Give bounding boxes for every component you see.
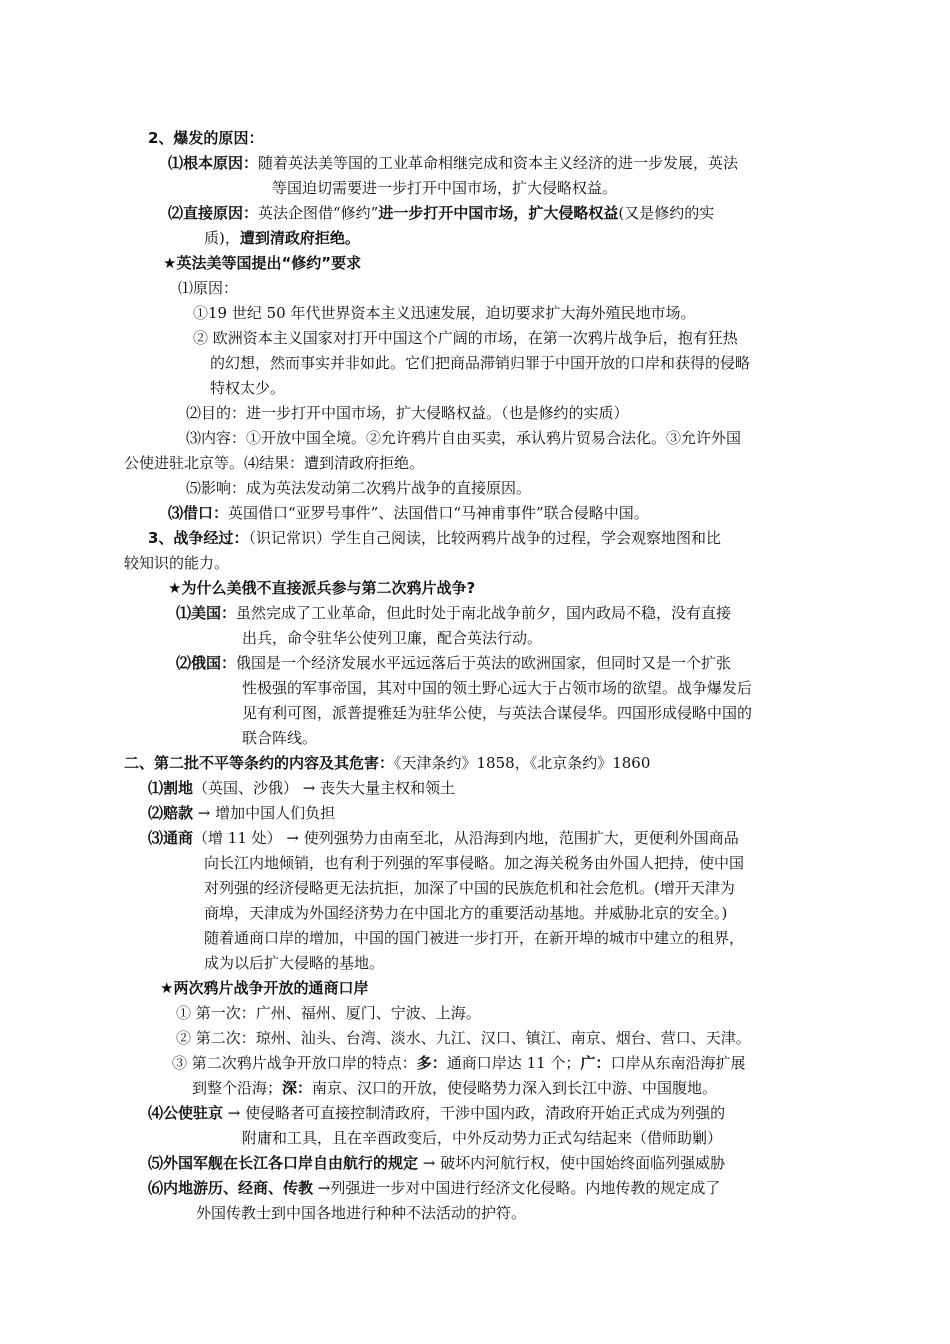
- paragraph: 联合阵线。: [242, 729, 318, 747]
- paragraph: 等国迫切需要进一步打开中国市场，扩大侵略权益。: [272, 179, 618, 197]
- section-heading: 二、第二批不平等条约的内容及其危害：《天津条约》1858，《北京条约》1860: [124, 754, 651, 772]
- subheading: ★英法美等国提出“修约”要求: [163, 254, 362, 272]
- paragraph: ⑵直接原因：英法企图借“修约”进一步打开中国市场，扩大侵略权益(又是修约的实: [168, 204, 715, 222]
- list-item: ① 第一次：广州、福州、厦门、宁波、上海。: [176, 1004, 481, 1022]
- paragraph: 见有利可图，派普提雅廷为驻华公使，与英法合谋侵华。四国形成侵略中国的: [242, 704, 753, 722]
- paragraph: 对列强的经济侵略更无法抗拒，加深了中国的民族危机和社会危机。(增开天津为: [204, 879, 735, 897]
- list-item: 到整个沿海；深：南京、汉口的开放，使侵略势力深入到长江中游、中国腹地。: [192, 1079, 718, 1097]
- paragraph: ⑹内地游历、经商、传教 →列强进一步对中国进行经济文化侵略。内地传教的规定成了: [148, 1179, 721, 1197]
- paragraph: ⑴美国：虽然完成了工业革命，但此时处于南北战争前夕，国内政局不稳，没有直接: [176, 604, 732, 622]
- paragraph: ⑸外国军舰在长江各口岸自由航行的规定 → 破坏内河航行权，使中国始终面临列强威胁: [148, 1154, 726, 1172]
- paragraph: 特权太少。: [210, 379, 286, 397]
- paragraph: 附庸和工具，且在辛酉政变后，中外反动势力正式勾结起来（借师助剿）: [242, 1129, 723, 1147]
- paragraph: ⑵俄国：俄国是一个经济发展水平远远落后于英法的欧洲国家，但同时又是一个扩张: [176, 654, 732, 672]
- paragraph: 性极强的军事帝国，其对中国的领土野心远大于占领市场的欲望。战争爆发后: [242, 679, 753, 697]
- paragraph: 较知识的能力。: [124, 554, 230, 572]
- paragraph: 外国传教士到中国各地进行种种不法活动的护符。: [196, 1204, 527, 1222]
- paragraph: ⑴原因：: [178, 279, 239, 297]
- paragraph: ⑶内容：①开放中国全境。②允许鸦片自由买卖，承认鸦片贸易合法化。③允许外国: [186, 429, 742, 447]
- paragraph: ⑴割地（英国、沙俄） → 丧失大量主权和领土: [148, 779, 456, 797]
- paragraph: ⑵赔款 → 增加中国人们负担: [148, 804, 336, 822]
- paragraph: ② 欧洲资本主义国家对打开中国这个广阔的市场，在第一次鸦片战争后，抱有狂热: [193, 329, 738, 347]
- paragraph: ⑵目的：进一步打开中国市场，扩大侵略权益。（也是修约的实质）: [186, 404, 629, 422]
- paragraph: 的幻想，然而事实并非如此。它们把商品滞销归罪于中国开放的口岸和获得的侵略: [210, 354, 751, 372]
- paragraph: 商埠，天津成为外国经济势力在中国北方的重要活动基地。并威胁北京的安全。): [204, 904, 728, 922]
- paragraph: ①19 世纪 50 年代世界资本主义迅速发展，迫切要求扩大海外殖民地市场。: [193, 304, 696, 322]
- paragraph: ⑶通商（增 11 处） → 使列强势力由南至北，从沿海到内地，范围扩大，更便利外国商品: [148, 829, 739, 847]
- paragraph: 成为以后扩大侵略的基地。: [204, 954, 385, 972]
- paragraph: 公使进驻北京等。⑷结果：遭到清政府拒绝。: [124, 454, 425, 472]
- paragraph: 随着通商口岸的增加，中国的国门被进一步打开，在新开埠的城市中建立的租界，: [204, 929, 745, 947]
- paragraph: ⑷公使驻京 → 使侵略者可直接控制清政府，干涉中国内政，清政府开始正式成为列强的: [148, 1104, 726, 1122]
- list-item: ② 第二次：琼州、汕头、台湾、淡水、九江、汉口、镇江、南京、烟台、营口、天津。: [176, 1029, 751, 1047]
- heading-causes: 2、爆发的原因：: [148, 129, 264, 147]
- paragraph: ⑶借口：英国借口“亚罗号事件”、法国借口“马神甫事件”联合侵略中国。: [168, 504, 649, 522]
- subheading: ★两次鸦片战争开放的通商口岸: [160, 979, 369, 997]
- heading-war-process: 3、战争经过：（识记常识）学生自己阅读，比较两鸦片战争的过程，学会观察地图和比: [148, 529, 721, 547]
- paragraph: 质)，遭到清政府拒绝。: [204, 229, 360, 247]
- paragraph: ⑴根本原因：随着英法美等国的工业革命相继完成和资本主义经济的进一步发展，英法: [168, 154, 739, 172]
- paragraph: 向长江内地倾销，也有利于列强的军事侵略。加之海关税务由外国人把持，使中国: [204, 854, 745, 872]
- subheading: ★为什么美俄不直接派兵参与第二次鸦片战争?: [168, 579, 476, 597]
- list-item: ③ 第二次鸦片战争开放口岸的特点：多：通商口岸达 11 个；广：口岸从东南沿海扩展: [172, 1054, 746, 1072]
- paragraph: ⑸影响：成为英法发动第二次鸦片战争的直接原因。: [186, 479, 532, 497]
- paragraph: 出兵，命令驻华公使列卫廉，配合英法行动。: [242, 629, 543, 647]
